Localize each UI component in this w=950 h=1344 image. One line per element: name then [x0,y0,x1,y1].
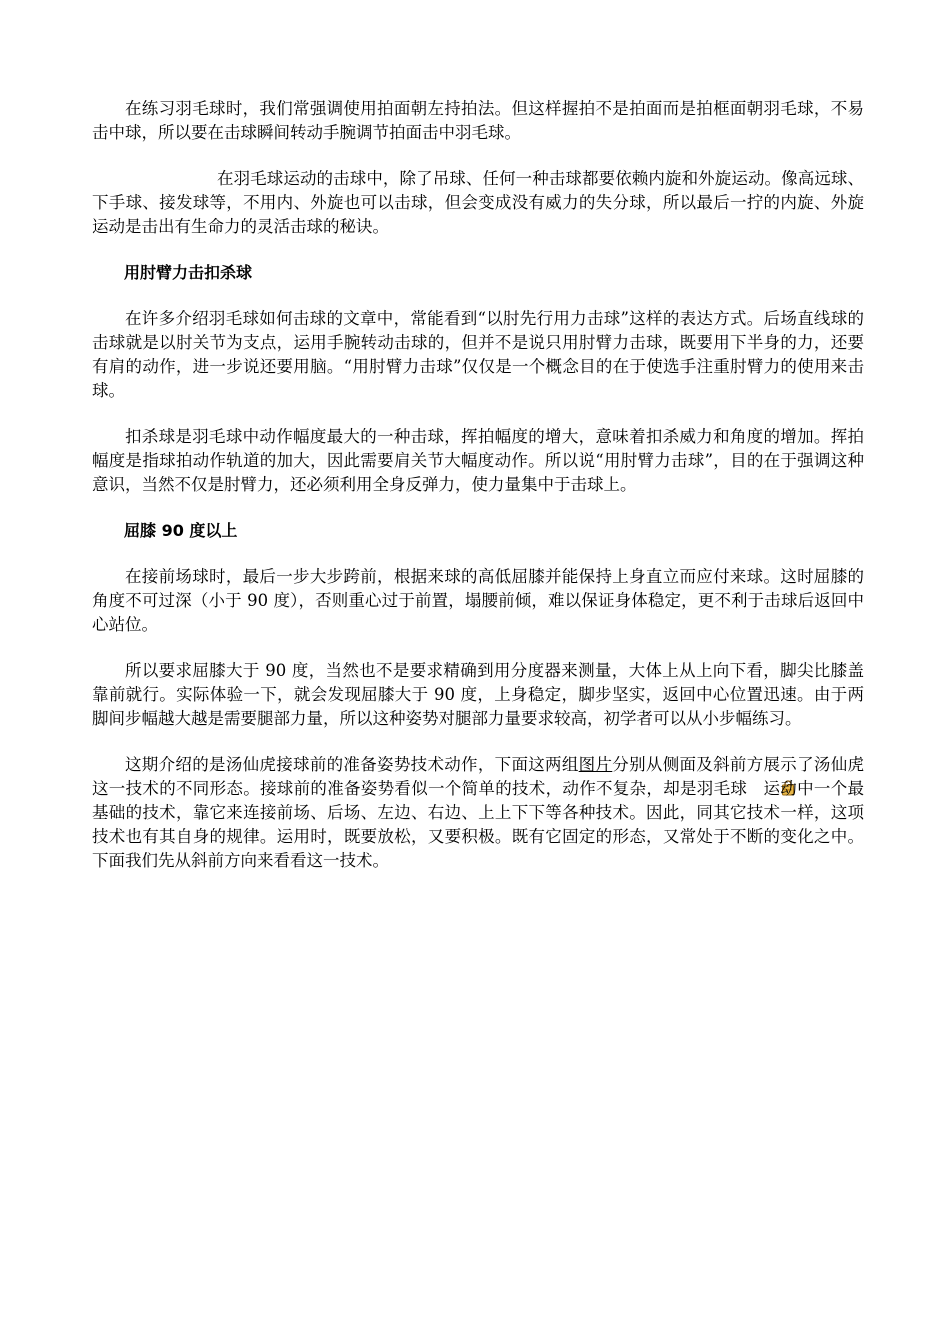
paragraph-front-court: 在接前场球时，最后一步大步跨前，根据来球的高低屈膝并能保持上身直立而应付来球。这时屈膝的角度不可过深（小于 90 度），否则重心过于前置，塌腰前倾，难以保证身体稳定，更不利于击球后返回中心站位。 [92,567,864,634]
paragraph-ready-stance [92,753,864,873]
paragraph-elbow-concept: 在许多介绍羽毛球如何击球的文章中，常能看到“以肘先行用力击球”这样的表达方式。后场直线球的击球就是以肘关节为支点，运用手腕转动击球的，但并不是说只用肘臂力击球，既要用下半身的力，还要有肩的动作，进一步说还要用脑。“用肘臂力击球”仅仅是一个概念目的在于使选手注重肘臂力的使用来击球。 [92,309,864,400]
document-body [92,97,864,873]
paragraph-rotation: 在羽毛球运动的击球中，除了吊球、任何一种击球都要依赖内旋和外旋运动。像高远球、下手球、接发球等，不用内、外旋也可以击球，但会变成没有威力的失分球，所以最后一拧的内旋、外旋运动是击出有生命力的灵活击球的秘诀。 [92,169,864,236]
heading-knee-bend: 屈膝 90 度以上 [124,521,238,540]
ready-stance-text-b: 分别从侧面及斜前方展示了汤仙虎这一技术的不同形态。接球前的准备姿势看似一个简单的技术，动作不复杂，却是羽毛球 [92,755,865,798]
ready-stance-text-a: 这期介绍的是汤仙虎接球前的准备姿势技术动作，下面这两组 [125,755,579,774]
paragraph-smash-amplitude: 扣杀球是羽毛球中动作幅度最大的一种击球，挥拍幅度的增大，意味着扣杀威力和角度的增加。挥拍幅度是指球拍动作轨道的加大，因此需要肩关节大幅度动作。所以说“用肘臂力击球”，目的在于强调这种意识，当然不仅是肘臂力，还必须利用全身反弹力，使力量集中于击球上。 [92,427,864,494]
paragraph-knee-angle: 所以要求屈膝大于 90 度，当然也不是要求精确到用分度器来测量，大体上从上向下看，脚尖比膝盖靠前就行。实际体验一下，就会发现屈膝大于 90 度，上身稳定，脚步坚实，返回中心位置迅速。由于两脚间步幅越大越是需要腿部力量，所以这种姿势对腿部力量要求较高，初学者可以从小步幅练习。 [92,661,864,728]
ready-stance-text-c: 运动中一个最基础的技术，靠它来连接前场、后场、左边、右边、上上下下等各种技术。因此，同其它技术一样，这项技术也有其自身的规律。运用时，既要放松，又要积极。既有它固定的形态，又常处于不断的变化之中。下面我们先从斜前方向来看看这一技术。 [92,779,865,870]
pictures-link[interactable]: 图片 [578,755,613,774]
shopping-bag-icon[interactable] [748,779,762,795]
heading-elbow-smash: 用肘臂力击扣杀球 [124,263,253,282]
paragraph-grip: 在练习羽毛球时，我们常强调使用拍面朝左持拍法。但这样握拍不是拍面而是拍框面朝羽毛球，不易击中球，所以要在击球瞬间转动手腕调节拍面击中羽毛球。 [92,99,864,142]
